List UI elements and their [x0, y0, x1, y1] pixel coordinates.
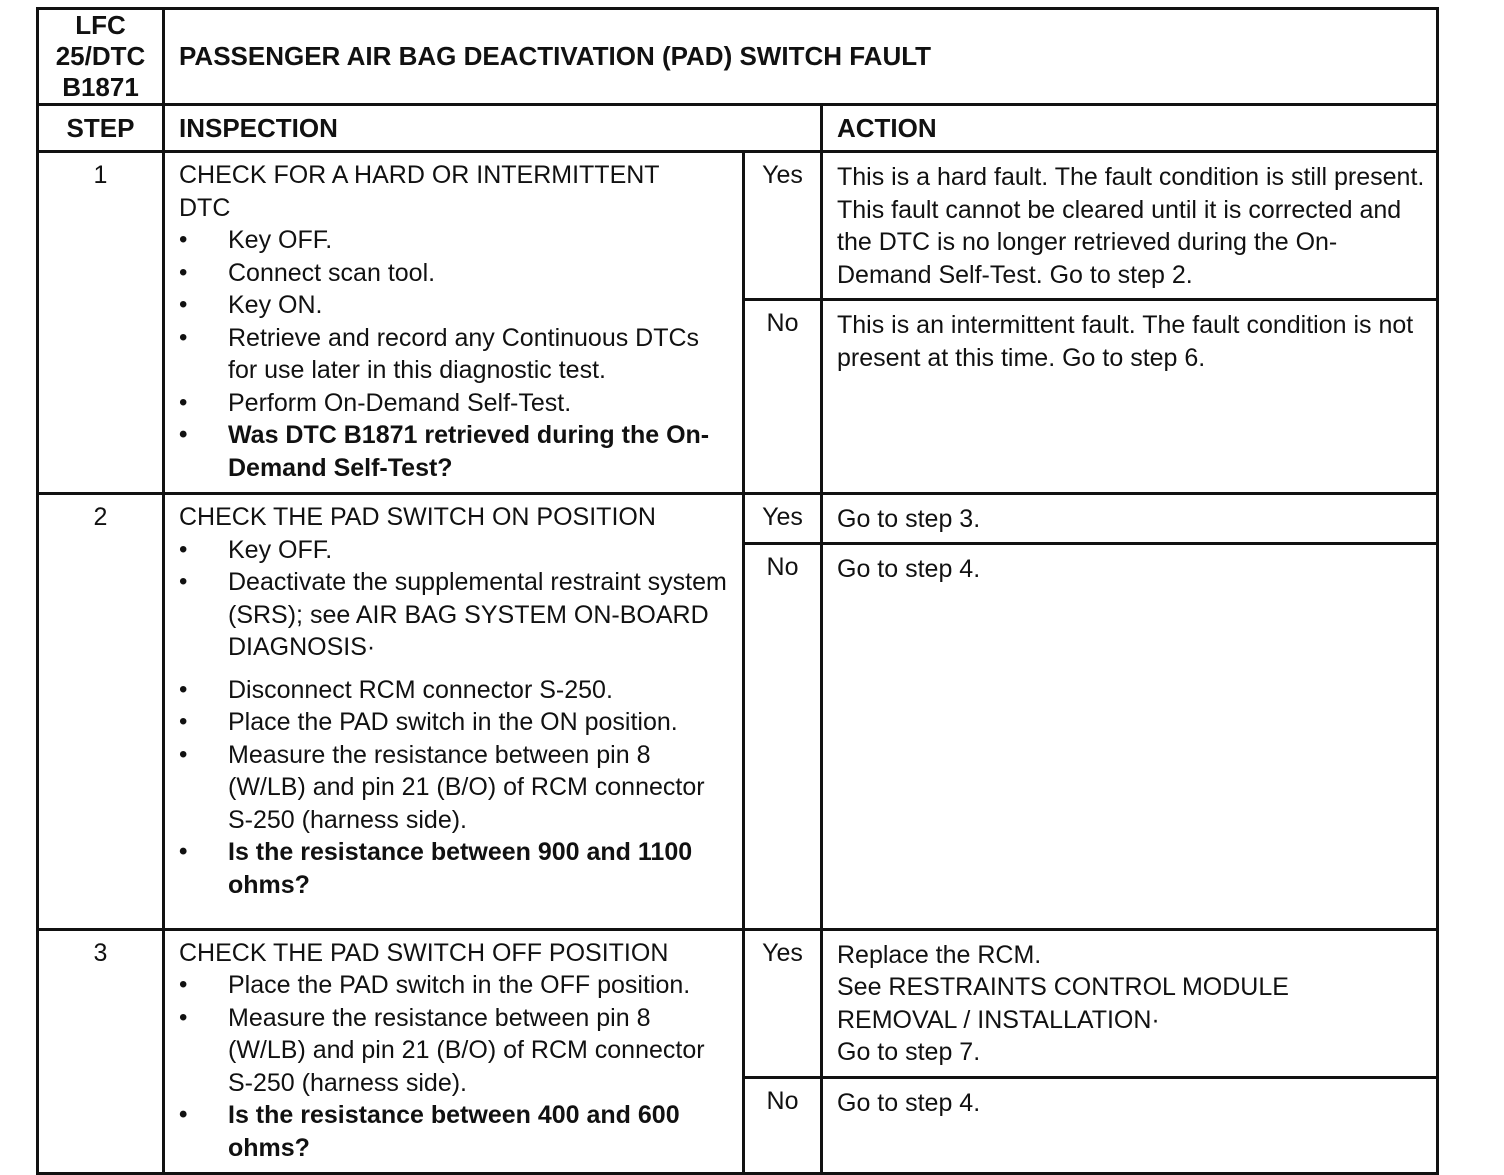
step-heading: CHECK THE PAD SWITCH ON POSITION [179, 503, 656, 531]
inspection-cell [164, 929, 744, 1174]
list-item: • Deactivate the supplemental restraint system (SRS); see AIR BAG SYSTEM ON-BOARD DIAGNOSIS· [179, 566, 732, 664]
list-item: • Measure the resistance between pin 8 (W/LB) and pin 21 (B/O) of RCM connector S-250 (harness side). [179, 739, 732, 837]
yes-action: Go to step 3. [822, 494, 1438, 544]
list-item: • Disconnect RCM connector S-250. [179, 674, 732, 707]
no-label: No [744, 300, 822, 494]
yes-action [822, 929, 1438, 1078]
no-action: Go to step 4. [822, 543, 1438, 929]
list-item-question: • Was DTC B1871 retrieved during the On-Demand Self-Test? [179, 419, 732, 484]
column-header-row [38, 105, 1438, 152]
no-label: No [744, 1078, 822, 1174]
fault-title: PASSENGER AIR BAG DEACTIVATION (PAD) SWITCH FAULT [164, 9, 1438, 105]
yes-label: Yes [744, 152, 822, 300]
dtc-code: LFC 25/DTC B1871 [38, 9, 164, 105]
list-item: • Connect scan tool. [179, 257, 732, 290]
list-item: • Key OFF. [179, 534, 732, 567]
yes-action: This is a hard fault. The fault condition is still present. This fault cannot be cleared until it is corrected and the DTC is no longer retrieved during the On-Demand Self-Test. Go to step 2. [822, 152, 1438, 300]
inspection-list [179, 969, 732, 1164]
no-action: This is an intermittent fault. The fault condition is not present at this time. Go to step 6. [822, 300, 1438, 494]
inspection-list [179, 224, 732, 484]
list-item: • Retrieve and record any Continuous DTCs for use later in this diagnostic test. [179, 322, 732, 387]
inspection-column-header: INSPECTION [164, 105, 822, 152]
list-item: • Perform On-Demand Self-Test. [179, 387, 732, 420]
no-action: Go to step 4. [822, 1078, 1438, 1174]
step-column-header: STEP [38, 105, 164, 152]
table-row [38, 152, 1438, 300]
action-line: See RESTRAINTS CONTROL MODULE [837, 973, 1289, 1001]
inspection-cell [164, 152, 744, 494]
step-number: 1 [38, 152, 164, 494]
list-item: • Place the PAD switch in the OFF position. [179, 969, 732, 1002]
diagnostic-table [36, 7, 1439, 1175]
diagnostic-table-page [36, 7, 1436, 1175]
step-number: 2 [38, 494, 164, 930]
list-item-question: • Is the resistance between 900 and 1100 ohms? [179, 836, 732, 901]
action-line: REMOVAL / INSTALLATION· [837, 1005, 1160, 1034]
list-item: • Measure the resistance between pin 8 (W/LB) and pin 21 (B/O) of RCM connector S-250 (harness side). [179, 1002, 732, 1100]
header-row [38, 9, 1438, 105]
action-column-header: ACTION [822, 105, 1438, 152]
step-number: 3 [38, 929, 164, 1174]
list-item: • Place the PAD switch in the ON position. [179, 706, 732, 739]
list-item-question: • Is the resistance between 400 and 600 ohms? [179, 1099, 732, 1164]
table-row [38, 494, 1438, 544]
step-heading: CHECK FOR A HARD OR INTERMITTENT [179, 161, 660, 189]
list-item: • Key OFF. [179, 224, 732, 257]
yes-label: Yes [744, 494, 822, 544]
yes-label: Yes [744, 929, 822, 1078]
list-item: • Key ON. [179, 289, 732, 322]
step-heading: CHECK THE PAD SWITCH OFF POSITION [179, 938, 669, 967]
inspection-list [179, 534, 732, 902]
no-label: No [744, 543, 822, 929]
step-heading: DTC [179, 193, 231, 222]
table-row [38, 929, 1438, 1078]
action-line: Replace the RCM. [837, 940, 1042, 969]
inspection-cell [164, 494, 744, 930]
action-line: Go to step 7. [837, 1038, 981, 1066]
